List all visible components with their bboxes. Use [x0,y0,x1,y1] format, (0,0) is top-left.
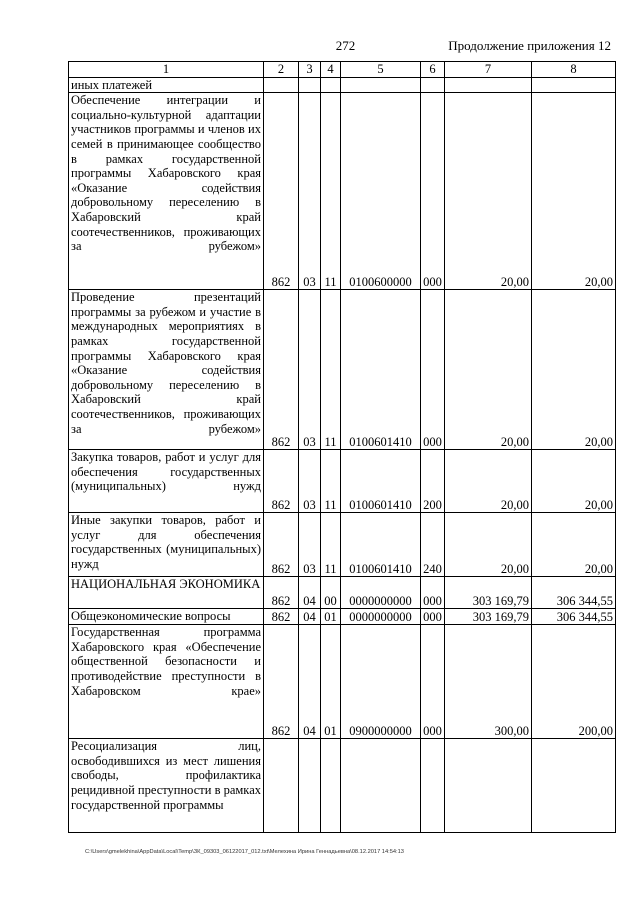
cell-target-article [341,77,421,93]
cell-expense-type: 200 [421,450,445,513]
column-number-header [69,62,616,78]
cell-section: 04 [299,625,321,739]
table-row [69,609,616,625]
cell-section: 03 [299,513,321,577]
cell-ministry-code: 862 [264,577,299,609]
row-name: иных платежей [69,77,264,93]
column-header: 8 [532,62,616,78]
cell-section [299,77,321,93]
budget-table [68,61,616,833]
cell-amount-2018 [445,739,532,833]
column-header: 2 [264,62,299,78]
cell-amount-2018 [445,77,532,93]
cell-amount-2018: 303 169,79 [445,577,532,609]
table-row [69,93,616,290]
cell-amount-2019: 20,00 [532,93,616,290]
column-header: 3 [299,62,321,78]
cell-amount-2019: 200,00 [532,625,616,739]
cell-expense-type: 000 [421,93,445,290]
cell-subsection: 11 [321,450,341,513]
cell-amount-2018: 20,00 [445,450,532,513]
cell-expense-type [421,77,445,93]
column-header: 7 [445,62,532,78]
cell-target-article: 0100600000 [341,93,421,290]
cell-section: 03 [299,290,321,450]
cell-ministry-code: 862 [264,625,299,739]
cell-amount-2019 [532,739,616,833]
cell-ministry-code: 862 [264,93,299,290]
row-name: Закупка товаров, работ и услуг для обеспечения государственных (муниципальных) нужд [69,450,264,513]
cell-target-article: 0100601410 [341,290,421,450]
cell-expense-type [421,739,445,833]
cell-ministry-code [264,739,299,833]
row-name: Ресоциализация лиц, освободившихся из мест лишения свободы, профилактика рецидивной преступности в рамках государственной программы [69,739,264,833]
cell-amount-2018: 20,00 [445,93,532,290]
row-name: Проведение презентаций программы за рубежом и участие в международных мероприятиях в рамках государственной программы Хабаровского края «Оказание содействия добровольному переселению в Хабаровский край соотечественников, проживающих за рубежом» [69,290,264,450]
cell-section: 03 [299,93,321,290]
cell-subsection [321,77,341,93]
column-header: 5 [341,62,421,78]
table-row [69,513,616,577]
cell-target-article: 0100601410 [341,450,421,513]
cell-section: 04 [299,577,321,609]
cell-amount-2018: 20,00 [445,513,532,577]
cell-amount-2019: 20,00 [532,290,616,450]
cell-amount-2018: 20,00 [445,290,532,450]
cell-target-article: 0000000000 [341,577,421,609]
row-name: Обеспечение интеграции и социально-культурной адаптации участников программы и членов их семей в принимающее сообщество в рамках государственной программы Хабаровского края «Оказание содействия добровольному переселению в Хабаровский край соотечественников, проживающих за рубежом» [69,93,264,290]
cell-amount-2018: 303 169,79 [445,609,532,625]
table-row [69,577,616,609]
row-name: НАЦИОНАЛЬНАЯ ЭКОНОМИКА [69,577,264,609]
table-row [69,77,616,93]
row-name: Иные закупки товаров, работ и услуг для обеспечения государственных (муниципальных) нужд [69,513,264,577]
cell-expense-type: 000 [421,609,445,625]
table-row [69,625,616,739]
cell-ministry-code: 862 [264,609,299,625]
row-name: Государственная программа Хабаровского края «Обеспечение общественной безопасности и противодействие преступности в Хабаровском крае» [69,625,264,739]
cell-amount-2019: 20,00 [532,450,616,513]
cell-amount-2019 [532,77,616,93]
column-header: 6 [421,62,445,78]
table-row [69,739,616,833]
table-row [69,450,616,513]
cell-section [299,739,321,833]
cell-amount-2018: 300,00 [445,625,532,739]
cell-subsection: 11 [321,93,341,290]
table-row [69,290,616,450]
page-number: 272 [335,38,356,53]
column-header: 4 [321,62,341,78]
cell-target-article: 0100601410 [341,513,421,577]
cell-subsection: 11 [321,290,341,450]
column-header: 1 [69,62,264,78]
cell-target-article: 0000000000 [341,609,421,625]
cell-subsection: 11 [321,513,341,577]
cell-expense-type: 000 [421,290,445,450]
cell-subsection: 01 [321,625,341,739]
cell-ministry-code: 862 [264,450,299,513]
cell-subsection: 00 [321,577,341,609]
cell-expense-type: 000 [421,577,445,609]
cell-ministry-code: 862 [264,513,299,577]
file-path-footer: C:\Users\gmelekhina\AppData\Local\Temp\ЗК_09303_06122017_012.txt\Мелехина Ирина Геннадьевна\08.12.2017 14:54:13 [85,849,404,855]
appendix-continuation-label: Продолжение приложения 12 [448,38,611,53]
cell-subsection: 01 [321,609,341,625]
cell-target-article: 0900000000 [341,625,421,739]
row-name: Общеэкономические вопросы [69,609,264,625]
cell-expense-type: 240 [421,513,445,577]
cell-expense-type: 000 [421,625,445,739]
cell-subsection [321,739,341,833]
cell-ministry-code: 862 [264,290,299,450]
cell-section: 04 [299,609,321,625]
cell-amount-2019: 306 344,55 [532,577,616,609]
cell-section: 03 [299,450,321,513]
cell-target-article [341,739,421,833]
cell-ministry-code [264,77,299,93]
cell-amount-2019: 20,00 [532,513,616,577]
cell-amount-2019: 306 344,55 [532,609,616,625]
